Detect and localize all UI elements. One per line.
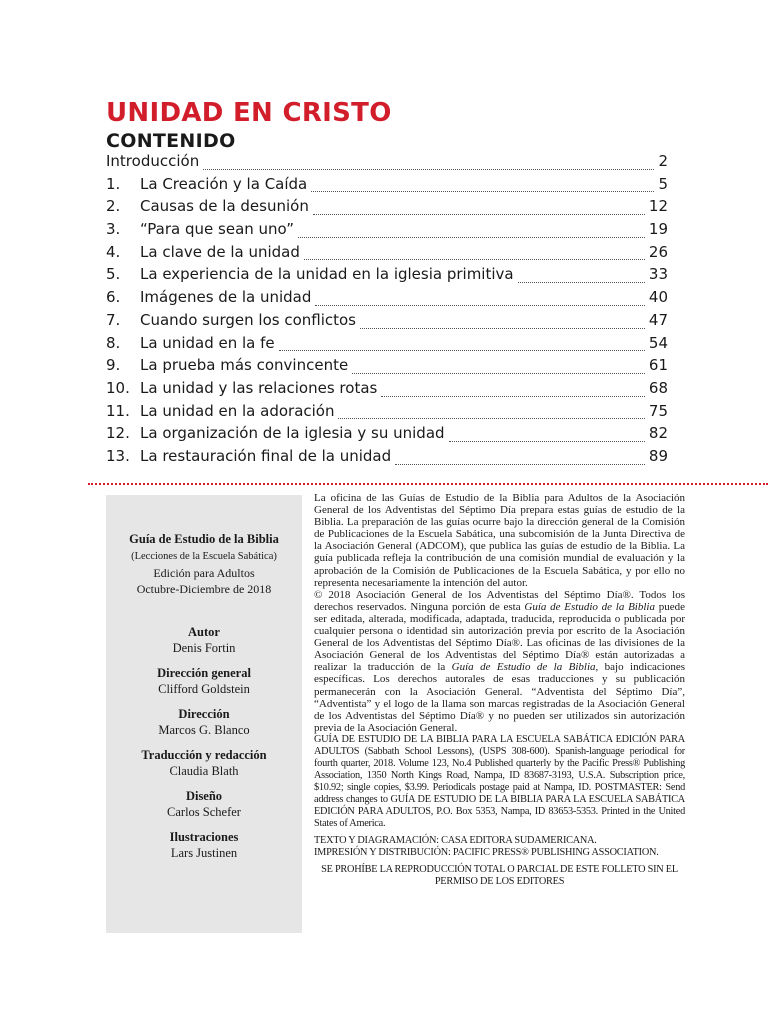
credit-direction [106, 706, 302, 738]
toc-entry-page: 68 [648, 378, 668, 397]
notice-paragraph-publication: GUÍA DE ESTUDIO DE LA BIBLIA PARA LA ESCUELA SABÁTICA EDICIÓN PARA ADULTOS (Sabbath School Lessons), (USPS 308-600). Spanish-language periodical for fourth quarter, 2018. Volume 123, No.4 Published quarterly by the Pacific Press® Publishing Association, 1350 North Kings Road, Nampa, ID 83687-3193, U.S.A. Subscription price, $10.92; single copies, $3.99. Periodicals postage paid at Nampa, ID. POSTMASTER: Send address changes to GUÍA DE ESTUDIO DE LA BIBLIA PARA LA ESCUELA SABÁTICA EDICIÓN PARA ADULTOS, P.O. Box 5353, Nampa, ID 83653-5353. Printed in the United States of America. [314, 733, 685, 829]
notice-paragraph-office: La oficina de las Guías de Estudio de la Biblia para Adultos de la Asociación General de los Adventistas del Séptimo Día prepara estas guías de estudio de la Biblia. La preparación de las guías ocurre bajo la dirección general de la Comisión de Publicaciones de la Escuela Sabática, una subcomisión de la Junta Directiva de la Asociación General (ADCOM), que publica las guías de estudio de la Biblia. La guía publicada refleja la contribución de una comisión mundial de evaluación y la aprobación de la Comisión de Publicaciones de la Escuela Sabática, y por ello no representa necesariamente la intención del autor. [314, 492, 685, 589]
toc-leader-dots [518, 282, 645, 283]
table-of-contents [106, 152, 668, 470]
toc-entry-page: 89 [648, 446, 668, 465]
toc-entry-intro [106, 152, 668, 175]
toc-entry-3 [106, 220, 668, 243]
toc-entry-title: La unidad y las relaciones rotas [140, 378, 378, 397]
toc-entry-number: 2. [106, 197, 121, 216]
credit-illustrations [106, 829, 302, 861]
page-title: UNIDAD EN CRISTO [106, 98, 392, 128]
toc-entry-number: 5. [106, 265, 121, 284]
toc-entry-12 [106, 424, 668, 447]
guide-edition: Edición para Adultos [153, 566, 255, 580]
toc-entry-page: 47 [648, 310, 668, 329]
toc-entry-number: 13. [106, 446, 130, 465]
toc-entry-2 [106, 197, 668, 220]
toc-entry-title: Causas de la desunión [140, 197, 309, 216]
credit-name: Carlos Schefer [167, 805, 241, 819]
toc-entry-title: La clave de la unidad [140, 242, 300, 261]
toc-entry-title: La restauración final de la unidad [140, 446, 392, 465]
notice-italic-title: Guía de Estudio de la Biblia [524, 600, 655, 613]
toc-entry-number: 8. [106, 333, 121, 352]
toc-entry-page: 19 [648, 220, 668, 239]
toc-entry-title: “Para que sean uno” [140, 220, 294, 239]
toc-entry-11 [106, 402, 668, 425]
toc-leader-dots [449, 441, 645, 442]
toc-entry-9 [106, 356, 668, 379]
credit-translation [106, 747, 302, 779]
guide-subtitle: (Lecciones de la Escuela Sabática) [131, 551, 277, 562]
credit-name: Clifford Goldstein [158, 682, 250, 696]
toc-leader-dots [279, 350, 645, 351]
toc-entry-title: La unidad en la fe [140, 333, 275, 352]
credit-role: Dirección [178, 707, 230, 721]
toc-entry-title: Imágenes de la unidad [140, 288, 312, 307]
dotted-divider [88, 483, 768, 485]
toc-entry-title: Introducción [106, 152, 200, 170]
toc-entry-page: 40 [648, 288, 668, 307]
toc-entry-page: 33 [648, 265, 668, 284]
notice-paragraph-copyright [314, 589, 685, 734]
toc-entry-number: 3. [106, 220, 121, 239]
credit-role: Autor [188, 625, 220, 639]
toc-entry-6 [106, 288, 668, 311]
notice-text-layout: TEXTO Y DIAGRAMACIÓN: CASA EDITORA SUDAMERICANA. [314, 834, 597, 846]
toc-entry-number: 12. [106, 424, 130, 443]
toc-entry-1 [106, 175, 668, 198]
toc-entry-page: 75 [648, 401, 668, 420]
credit-author [106, 624, 302, 656]
toc-entry-title: La Creación y la Caída [140, 174, 308, 193]
toc-entry-7 [106, 311, 668, 334]
toc-entry-4 [106, 243, 668, 266]
guide-date: Octubre-Diciembre de 2018 [136, 582, 272, 596]
toc-entry-page: 5 [658, 174, 668, 193]
toc-entry-page: 26 [648, 242, 668, 261]
toc-entry-title: La experiencia de la unidad en la iglesia primitiva [140, 265, 514, 284]
toc-leader-dots [313, 214, 645, 215]
notice-text: , bajo indicaciones específicas. Los derechos autorales de esas traducciones y su publicación permanecerán con la Asociación General. “Adventista del Séptimo Día”, “Adventista” y el logo de la llama son marcas registradas de la Asociación General de los Adventistas del Séptimo Día® y no pueden ser utilizados sin autorización previa de la Asociación General. [314, 661, 685, 734]
toc-leader-dots [203, 169, 654, 170]
toc-entry-page: 54 [648, 333, 668, 352]
credit-role: Diseño [185, 789, 223, 803]
toc-leader-dots [311, 191, 654, 192]
copyright-notice [314, 492, 685, 888]
notice-text: puede ser editada, alterada, modificada, adaptada, traducida, reproducida o publicada por cualquier persona o identidad sin autorización previa por escrito de la Asociación General de los Adventistas del Séptimo Día®. Las oficinas de las divisiones de la Asociación General de los Adventistas del Séptimo Día® están autorizadas a realizar la traducción de la [314, 600, 686, 674]
toc-entry-page: 12 [648, 197, 668, 216]
toc-leader-dots [298, 237, 645, 238]
toc-leader-dots [395, 464, 645, 465]
credit-role: Ilustraciones [169, 830, 239, 844]
credit-name: Lars Justinen [170, 846, 238, 860]
toc-entry-number: 4. [106, 242, 121, 261]
credit-role: Dirección general [157, 666, 251, 680]
toc-leader-dots [381, 396, 645, 397]
toc-leader-dots [315, 305, 645, 306]
toc-entry-title: La organización de la iglesia y su unidad [140, 424, 445, 443]
toc-entry-number: 6. [106, 288, 121, 307]
toc-entry-title: La unidad en la adoración [140, 401, 335, 420]
notice-prohibition: SE PROHÍBE LA REPRODUCCIÓN TOTAL O PARCIAL DE ESTE FOLLETO SIN EL PERMISO DE LOS EDITORES [321, 863, 678, 887]
toc-entry-13 [106, 447, 668, 470]
credit-design [106, 788, 302, 820]
toc-entry-number: 10. [106, 378, 130, 397]
credits-panel [106, 495, 302, 933]
toc-entry-page: 2 [658, 152, 668, 170]
toc-entry-number: 7. [106, 310, 121, 329]
toc-leader-dots [338, 418, 644, 419]
credit-general-direction [106, 665, 302, 697]
toc-entry-8 [106, 334, 668, 357]
toc-entry-number: 9. [106, 356, 121, 375]
credit-name: Claudia Blath [169, 764, 239, 778]
toc-entry-title: La prueba más convincente [140, 356, 349, 375]
notice-italic-title: Guía de Estudio de la Biblia [451, 661, 596, 674]
toc-entry-5 [106, 265, 668, 288]
guide-title: Guía de Estudio de la Biblia [129, 532, 279, 546]
toc-entry-page: 82 [648, 424, 668, 443]
toc-entry-title: Cuando surgen los conflictos [140, 310, 356, 329]
notice-text: © 2018 Asociación General de los Adventistas del Séptimo Día®. Todos los derechos reservados. Ninguna porción de esta [314, 588, 685, 613]
toc-entry-number: 11. [106, 401, 130, 420]
credit-name: Marcos G. Blanco [158, 723, 250, 737]
toc-entry-number: 1. [106, 174, 121, 193]
toc-entry-page: 61 [648, 356, 668, 375]
credit-role: Traducción y redacción [141, 748, 267, 762]
toc-leader-dots [352, 373, 645, 374]
notice-printing: IMPRESIÓN Y DISTRIBUCIÓN: PACIFIC PRESS® PUBLISHING ASSOCIATION. [314, 846, 659, 858]
toc-entry-10 [106, 379, 668, 402]
toc-leader-dots [304, 259, 645, 260]
toc-leader-dots [360, 328, 645, 329]
credit-name: Denis Fortin [172, 641, 236, 655]
contents-heading: CONTENIDO [106, 130, 236, 152]
